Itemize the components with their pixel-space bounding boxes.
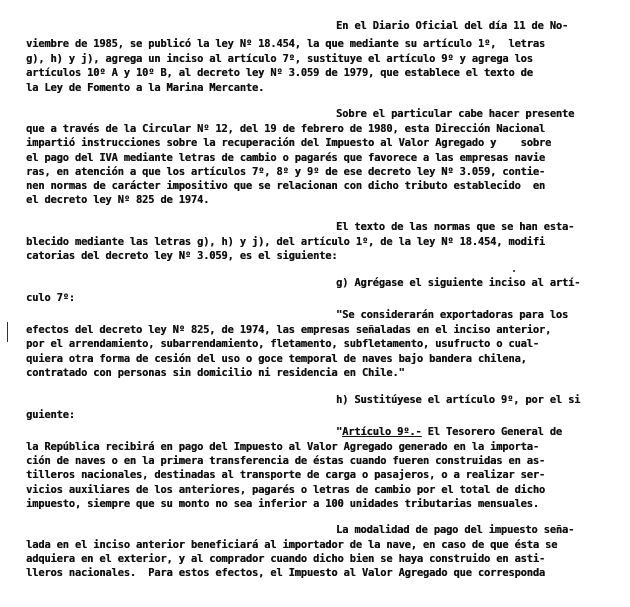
paragraph-7-line-5: vicios auxiliares de los anteriores, pagarés o letras de cambio por el total de dicho — [26, 484, 545, 496]
paragraph-2-line-1: Sobre el particular cabe hacer presente — [336, 108, 575, 120]
paragraph-8-line-4: lleros nacionales. Para estos efectos, el Impuesto al Valor Agregado que corresponda — [26, 567, 545, 579]
paragraph-4-line-2: culo 7º: — [26, 292, 75, 304]
paragraph-1-line-3: g), h) y j), agrega un inciso al artículo 7º, sustituye el artículo 9º y agrega los — [26, 53, 533, 65]
paragraph-6-line-2: guiente: — [26, 409, 75, 421]
margin-mark — [7, 322, 8, 342]
paragraph-1-line-2: viembre de 1985, se publicó la ley Nº 18.454, la que mediante su artículo 1º, letras — [26, 38, 545, 50]
paragraph-8-line-1: La modalidad de pago del impuesto seña- — [336, 524, 575, 536]
paragraph-8-line-3: adquiera en el exterior, y al comprador cuando dicho bien se haya construido en asti- — [26, 553, 545, 565]
paragraph-4-line-1: g) Agrégase el siguiente inciso al artí- — [336, 277, 581, 289]
paragraph-5-line-1: "Se considerarán exportadoras para los — [336, 309, 569, 321]
paragraph-3-line-2: blecido mediante las letras g), h) y j), del artículo 1º, de la ley Nº 18.454, modifi — [26, 236, 545, 248]
paragraph-1-line-5: la Ley de Fomento a la Marina Mercante. — [26, 82, 265, 94]
paragraph-7-line-2: la República recibirá en pago del Impuesto al Valor Agregado generado en la importa- — [26, 441, 539, 453]
paragraph-8-line-2: lada en el inciso anterior beneficiará al importador de la nave, en caso de que ésta se — [26, 539, 558, 551]
paragraph-2-line-2: que a través de la Circular Nº 12, del 19 de febrero de 1980, esta Dirección Nacional — [26, 123, 545, 135]
paragraph-3-line-1: El texto de las normas que se han esta- — [336, 221, 575, 233]
paragraph-2-line-4: el pago del IVA mediante letras de cambio o pagarés que favorece a las empresas navie — [26, 152, 545, 164]
paragraph-5-line-5: contratado con personas sin domicilio ni residencia en Chile." — [26, 367, 405, 379]
paragraph-5-line-2: efectos del decreto ley Nº 825, de 1974, las empresas señaladas en el inciso anterior, — [26, 324, 552, 336]
paragraph-7-line-6: impuesto, siempre que su monto no sea inferior a 100 unidades tributarias mensuales. — [26, 498, 539, 510]
paragraph-7-line-1: "Artículo 9º.- El Tesorero General de — [336, 426, 562, 438]
paragraph-3-line-3: catorias del decreto ley Nº 3.059, es el siguiente: — [26, 250, 338, 262]
paragraph-2-line-3: impartió instrucciones sobre la recuperación del Impuesto al Valor Agregado y sobre — [26, 137, 552, 149]
paragraph-5-line-4: quiera otra forma de cesión del uso o goce temporal de naves bajo bandera chilena, — [26, 353, 527, 365]
paragraph-1-line-1: En el Diario Oficial del día 11 de No- — [336, 20, 569, 32]
paragraph-5-line-3: por el arrendamiento, subarrendamiento, fletamento, subfletamento, usufructo o cual- — [26, 338, 539, 350]
paragraph-7-line-3: ción de naves o en la primera transferencia de éstas cuando fueren construidas en as- — [26, 455, 545, 467]
paragraph-2-line-5: ras, en atención a que los artículos 7º, 8º y 9º de ese decreto ley Nº 3.059, contie- — [26, 166, 545, 178]
stray-dot — [513, 270, 515, 272]
paragraph-6-line-1: h) Sustitúyese el artículo 9º, por el si — [336, 394, 581, 406]
article-9-heading: Artículo 9º.- — [342, 426, 422, 438]
paragraph-1-line-4: artículos 10º A y 10º B, al decreto ley Nº 3.059 de 1979, que establece el texto de — [26, 67, 533, 79]
paragraph-2-line-7: el decreto ley Nº 825 de 1974. — [26, 194, 210, 206]
paragraph-2-line-6: nen normas de carácter impositivo que se relacionan con dicho tributo establecido en — [26, 180, 545, 192]
paragraph-7-line-4: tilleros nacionales, destinadas al transporte de carga o pasajeros, o a realizar ser- — [26, 469, 545, 481]
